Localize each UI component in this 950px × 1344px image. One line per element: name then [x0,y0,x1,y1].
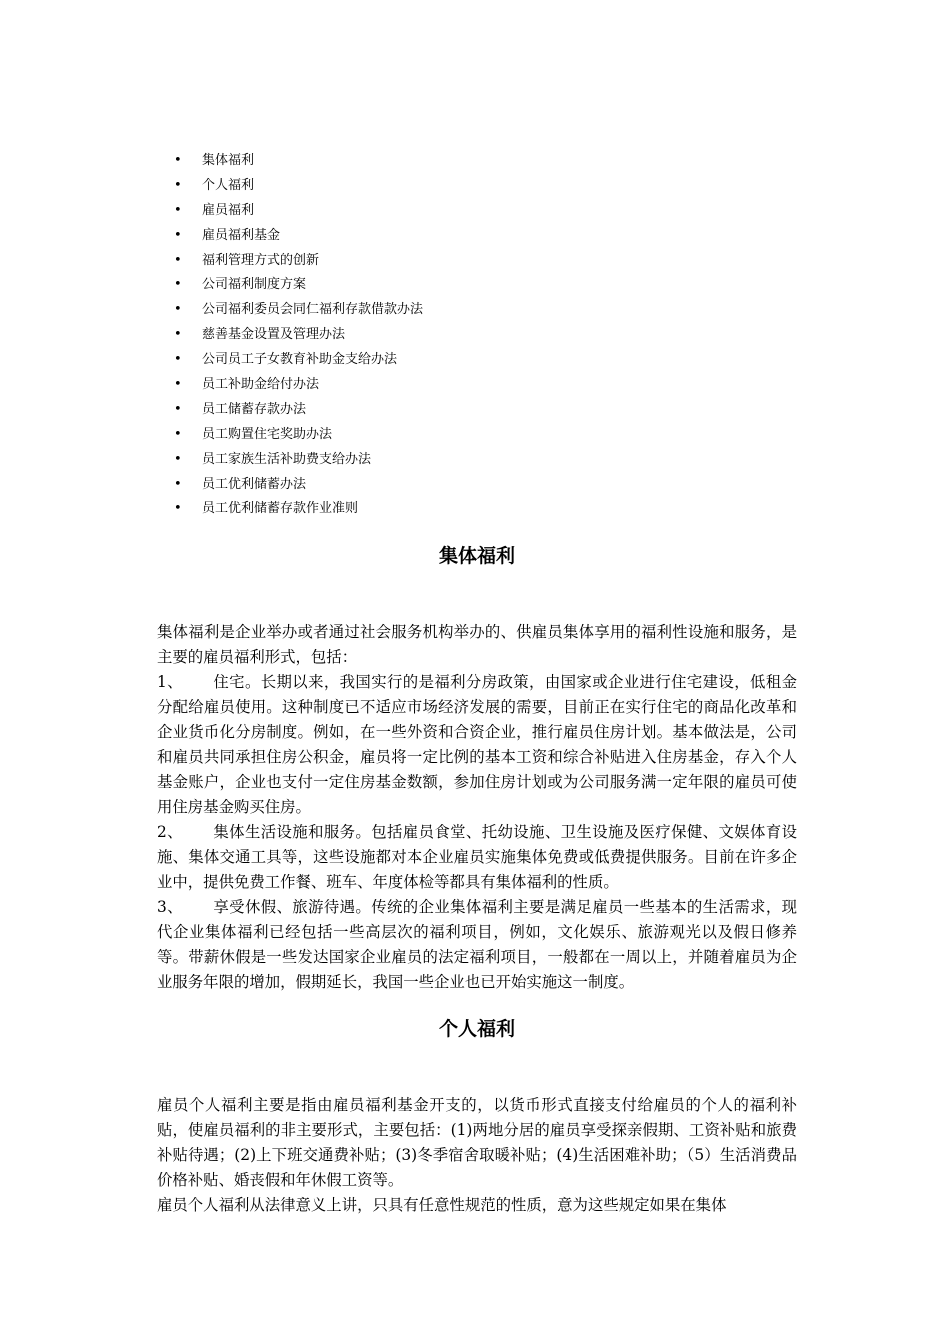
section-body-collective-welfare [157,620,797,995]
toc-item-label: 雇员福利基金 [202,227,281,243]
toc-item[interactable] [172,423,423,448]
toc-item[interactable] [172,249,423,274]
toc-item-label: 员工储蓄存款办法 [202,401,307,417]
toc-item[interactable] [172,448,423,473]
toc-item[interactable] [172,473,423,498]
list-paragraph-facilities [157,820,797,895]
bullet-icon: • [174,352,182,368]
section-body-personal-welfare [157,1093,797,1218]
item-number: 1、 [157,673,183,691]
section-heading-personal-welfare: 个人福利 [438,1018,515,1040]
toc-item-label: 员工补助金给付办法 [202,377,320,393]
toc-item-label: 个人福利 [202,177,255,193]
table-of-contents [172,149,423,522]
bullet-icon: • [174,177,182,193]
bullet-icon: • [174,202,182,218]
bullet-icon: • [174,401,182,417]
bullet-icon: • [174,252,182,268]
bullet-icon: • [174,451,182,467]
toc-item-label: 集体福利 [202,153,255,168]
toc-item-label: 员工优利储蓄存款作业准则 [202,501,359,517]
toc-item[interactable] [172,398,423,423]
bullet-icon: • [174,277,182,293]
bullet-icon: • [174,327,182,343]
toc-item[interactable] [172,348,423,373]
bullet-icon: • [174,426,182,442]
list-paragraph-housing [157,670,797,820]
toc-item[interactable] [172,273,423,298]
item-text: 住宅。长期以来，我国实行的是福利分房政策，由国家或企业进行住宅建设，低租金分配给雇员使用。这种制度已不适应市场经济发展的需要，目前正在实行住宅的商品化改革和企业货币化分房制度。例如，在一些外资和合资企业，推行雇员住房计划。基本做法是，公司和雇员共同承担住房公积金，雇员将一定比例的基本工资和综合补贴进入住房基金，存入个人基金账户，企业也支付一定住房基金数额，参加住房计划或为公司服务满一定年限的雇员可使用住房基金购买住房。 [157,673,797,816]
section-heading-collective-welfare: 集体福利 [438,545,515,567]
item-number: 3、 [157,898,183,916]
bullet-icon: • [174,476,182,492]
toc-item-label: 员工优利储蓄办法 [202,476,307,492]
toc-item-label: 公司福利制度方案 [202,277,307,293]
toc-item[interactable] [172,497,423,522]
intro-paragraph: 集体福利是企业举办或者通过社会服务机构举办的、供雇员集体享用的福利性设施和服务，是主要的雇员福利形式，包括： [157,623,797,666]
item-text: 集体生活设施和服务。包括雇员食堂、托幼设施、卫生设施及医疗保健、文娱体育设施、集体交通工具等，这些设施都对本企业雇员实施集体免费或低费提供服务。目前在许多企业中，提供免费工作餐、班车、年度体检等都具有集体福利的性质。 [157,823,797,891]
toc-item[interactable] [172,373,423,398]
body-paragraph: 雇员个人福利主要是指由雇员福利基金开支的，以货币形式直接支付给雇员的个人的福利补贴，使雇员福利的非主要形式，主要包括：(1)两地分居的雇员享受探亲假期、工资补贴和旅费补贴待遇；(2)上下班交通费补贴；(3)冬季宿舍取暖补贴；(4)生活困难补助；（5）生活消费品价格补贴、婚丧假和年休假工资等。 [157,1096,797,1189]
toc-item-label: 员工家族生活补助费支给办法 [202,451,372,467]
bullet-icon: • [174,153,182,168]
toc-item-label: 雇员福利 [202,202,255,218]
item-number: 2、 [157,823,183,841]
toc-item[interactable] [172,199,423,224]
toc-item[interactable] [172,323,423,348]
bullet-icon: • [174,377,182,393]
bullet-icon: • [174,227,182,243]
list-paragraph-vacation [157,895,797,995]
body-paragraph: 雇员个人福利从法律意义上讲，只具有任意性规范的性质，意为这些规定如果在集体 [157,1196,727,1214]
toc-item-label: 公司员工子女教育补助金支给办法 [202,352,398,368]
bullet-icon: • [174,501,182,517]
toc-item[interactable] [172,298,423,323]
toc-item-label: 福利管理方式的创新 [202,252,320,268]
toc-item[interactable] [172,149,423,174]
item-text: 享受休假、旅游待遇。传统的企业集体福利主要是满足雇员一些基本的生活需求，现代企业集体福利已经包括一些高层次的福利项目，例如，文化娱乐、旅游观光以及假日修养等。带薪休假是一些发达国家企业雇员的法定福利项目，一般都在一周以上，并随着雇员为企业服务年限的增加，假期延长，我国一些企业也已开始实施这一制度。 [157,898,797,991]
bullet-icon: • [174,302,182,318]
toc-item-label: 公司福利委员会同仁福利存款借款办法 [202,302,424,318]
toc-item-label: 慈善基金设置及管理办法 [202,327,346,343]
toc-item-label: 员工购置住宅奖助办法 [202,426,333,442]
toc-item[interactable] [172,174,423,199]
toc-item[interactable] [172,224,423,249]
